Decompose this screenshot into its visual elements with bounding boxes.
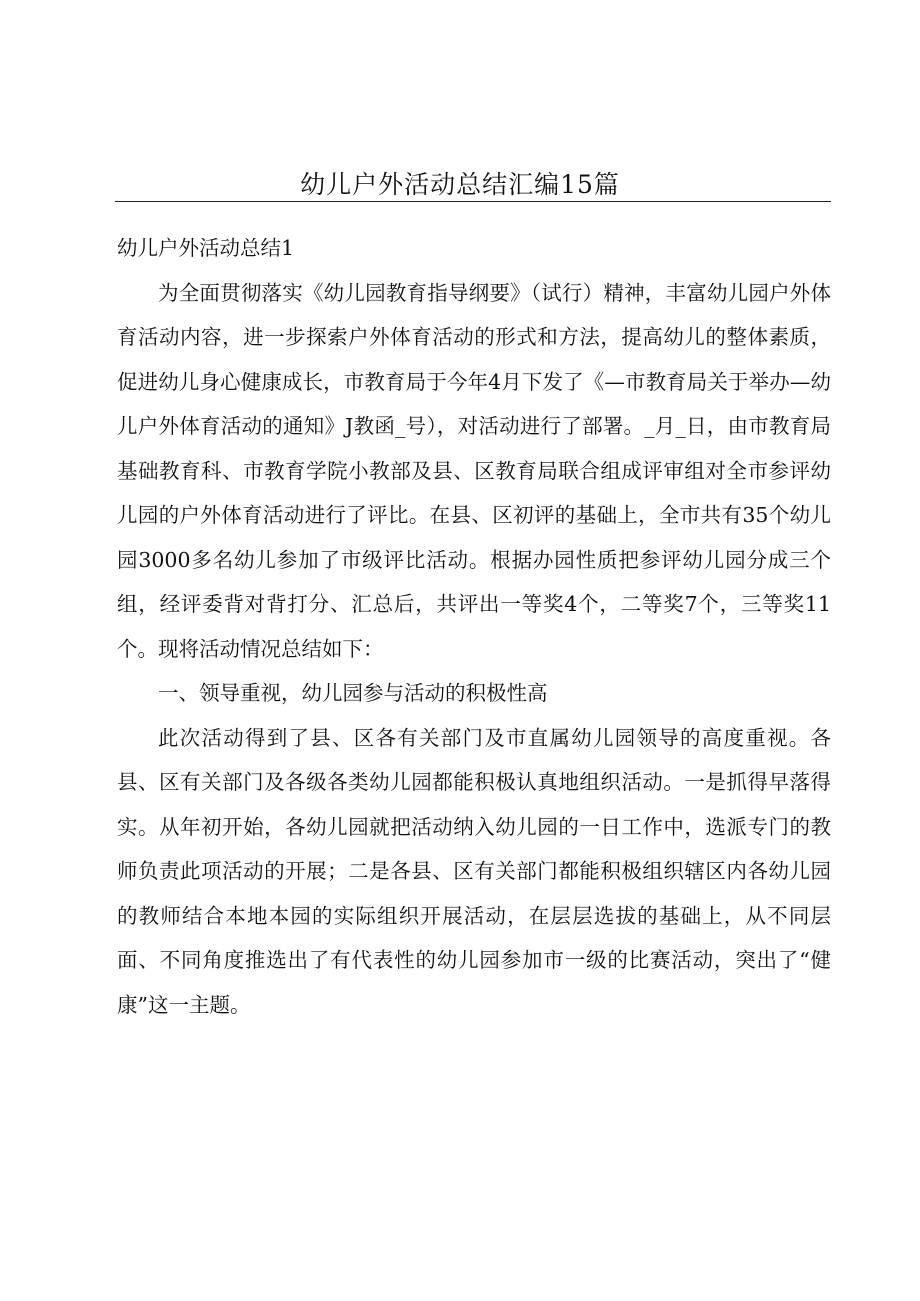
paragraph-leadership: 此次活动得到了县、区各有关部门及市直属幼儿园领导的高度重视。各县、区有关部门及各级各类幼儿园都能积极认真地组织活动。一是抓得早落得实。从年初开始，各幼儿园就把活动纳入幼儿园的一日工作中，选派专门的教师负责此项活动的开展；二是各县、区有关部门都能积极组织辖区内各幼儿园的教师结合本地本园的实际组织开展活动，在层层选拔的基础上，从不同层面、不同角度推选出了有代表性的幼儿园参加市一级的比赛活动，突出了“健康”这一主题。 <box>117 725 831 1017</box>
document-body <box>117 226 831 1027</box>
subheading-leadership: 一、领导重视，幼儿园参与活动的积极性高 <box>158 681 548 705</box>
title-underline <box>115 201 831 202</box>
section-heading: 幼儿户外活动总结1 <box>117 236 295 260</box>
paragraph-intro: 为全面贯彻落实《幼儿园教育指导纲要》（试行）精神，丰富幼儿园户外体育活动内容，进一步探索户外体育活动的形式和方法，提高幼儿的整体素质，促进幼儿身心健康成长，市教育局于今年4月下发了《—市教育局关于举办—幼儿户外体育活动的通知》J教函_号），对活动进行了部署。_月_日，由市教育局基础教育科、市教育学院小教部及县、区教育局联合组成评审组对全市参评幼儿园的户外体育活动进行了评比。在县、区初评的基础上，全市共有35个幼儿园3000多名幼儿参加了市级评比活动。根据办园性质把参评幼儿园分成三个组，经评委背对背打分、汇总后，共评出一等奖4个，二等奖7个，三等奖11个。现将活动情况总结如下： <box>117 280 831 661</box>
document-title: 幼儿户外活动总结汇编15篇 <box>300 170 620 199</box>
